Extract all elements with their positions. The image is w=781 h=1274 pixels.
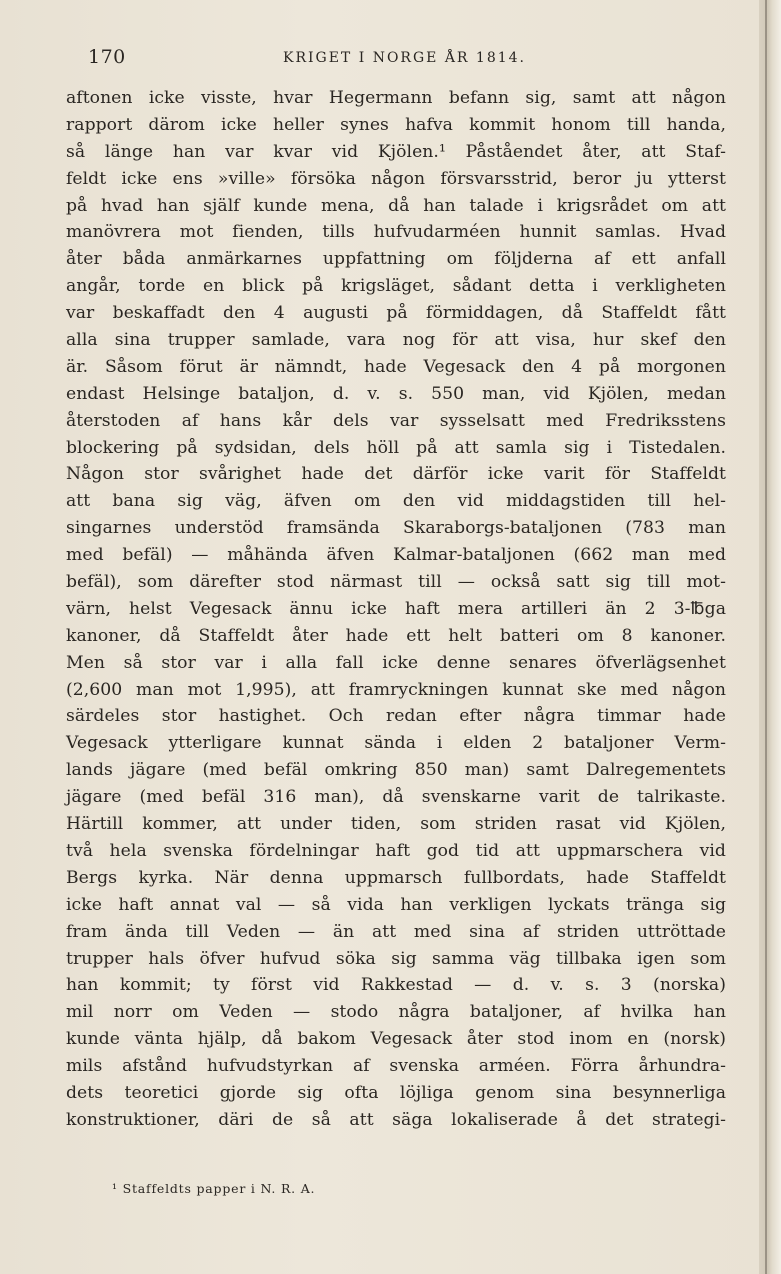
text-line: lands jägare (med befäl omkring 850 man) samt Dalregementets	[66, 760, 726, 781]
text-line: Men så stor var i alla fall icke denne senares öfverlägsenhet	[66, 652, 726, 673]
text-line: rapport därom icke heller synes hafva kommit honom till handa,	[66, 114, 726, 135]
text-line: icke haft annat val — så vida han verkligen lyckats tränga sig	[66, 894, 726, 915]
text-line: singarnes understöd framsända Skaraborgs-bataljonen (783 man	[66, 518, 726, 539]
text-line: han kommit; ty först vid Rakkestad — d. v. s. 3 (norska)	[66, 975, 726, 996]
text-line: konstruktioner, däri de så att säga lokaliserade å det strategi-	[66, 1109, 726, 1130]
text-line: särdeles stor hastighet. Och redan efter några timmar hade	[66, 706, 726, 727]
text-line: Någon stor svårighet hade det därför icke varit för Staffeldt	[66, 464, 726, 485]
text-line: återstoden af hans kår dels var sysselsatt med Fredriksstens	[66, 410, 726, 431]
running-title: KRIGET I NORGE ÅR 1814.	[283, 50, 527, 66]
gutter-line	[765, 0, 767, 1274]
text-line: på hvad han själf kunde mena, då han talade i krigsrådet om att	[66, 195, 726, 216]
text-line: åter båda anmärkarnes uppfattning om följderna af ett anfall	[66, 249, 726, 270]
text-line: alla sina trupper samlade, vara nog för att visa, hur skef den	[66, 330, 726, 351]
text-line: (2,600 man mot 1,995), att framryckningen kunnat ske med någon	[66, 679, 726, 700]
text-line: att bana sig väg, äfven om den vid middagstiden till hel-	[66, 491, 726, 512]
text-line: kanoner, då Staffeldt åter hade ett helt batteri om 8 kanoner.	[66, 625, 726, 646]
text-line: kunde vänta hjälp, då bakom Vegesack åter stod inom en (norsk)	[66, 1029, 726, 1050]
text-line: feldt icke ens »ville» försöka någon försvarsstrid, beror ju ytterst	[66, 168, 726, 189]
text-line: blockering på sydsidan, dels höll på att samla sig i Tistedalen.	[66, 437, 726, 458]
text-line: mils afstånd hufvudstyrkan af svenska arméen. Förra århundra-	[66, 1056, 726, 1077]
text-line: fram ända till Veden — än att med sina af striden uttröttade	[66, 921, 726, 942]
text-line: mil norr om Veden — stodo några bataljoner, af hvilka han	[66, 1002, 726, 1023]
text-line: värn, helst Vegesack ännu icke haft mera artilleri än 2 3-℔ga	[66, 598, 726, 619]
text-line: aftonen icke visste, hvar Hegermann befann sig, samt att någon	[66, 88, 726, 108]
body-text	[66, 85, 726, 1134]
footnote: ¹ Staffeldts papper i N. R. A.	[112, 1181, 316, 1196]
text-line: Härtill kommer, att under tiden, som striden rasat vid Kjölen,	[66, 814, 726, 835]
text-line: två hela svenska fördelningar haft god tid att uppmarschera vid	[66, 840, 726, 861]
text-line: Bergs kyrka. När denna uppmarsch fullbordats, hade Staffeldt	[66, 867, 726, 888]
text-line: så länge han var kvar vid Kjölen.¹ Påståendet åter, att Staf-	[66, 141, 726, 162]
text-line: manövrera mot fienden, tills hufvudarméen hunnit samlas. Hvad	[66, 222, 726, 243]
text-line: angår, torde en blick på krigsläget, sådant detta i verkligheten	[66, 276, 726, 297]
text-line: endast Helsinge bataljon, d. v. s. 550 man, vid Kjölen, medan	[66, 383, 726, 404]
text-line: trupper hals öfver hufvud söka sig samma väg tillbaka igen som	[66, 948, 726, 969]
text-line: var beskaffadt den 4 augusti på förmiddagen, då Staffeldt fått	[66, 303, 726, 324]
text-line: dets teoretici gjorde sig ofta löjliga genom sina besynnerliga	[66, 1082, 726, 1103]
text-line: befäl), som därefter stod närmast till — också satt sig till mot-	[66, 572, 726, 593]
text-line: med befäl) — måhända äfven Kalmar-bataljonen (662 man med	[66, 545, 726, 566]
text-line: är. Såsom förut är nämndt, hade Vegesack den 4 på morgonen	[66, 356, 726, 377]
text-line: jägare (med befäl 316 man), då svenskarne varit de talrikaste.	[66, 787, 726, 808]
page-number: 170	[88, 46, 126, 68]
text-line: Vegesack ytterligare kunnat sända i elden 2 bataljoner Verm-	[66, 733, 726, 754]
page-header	[88, 46, 728, 74]
page-edge	[759, 0, 781, 1274]
